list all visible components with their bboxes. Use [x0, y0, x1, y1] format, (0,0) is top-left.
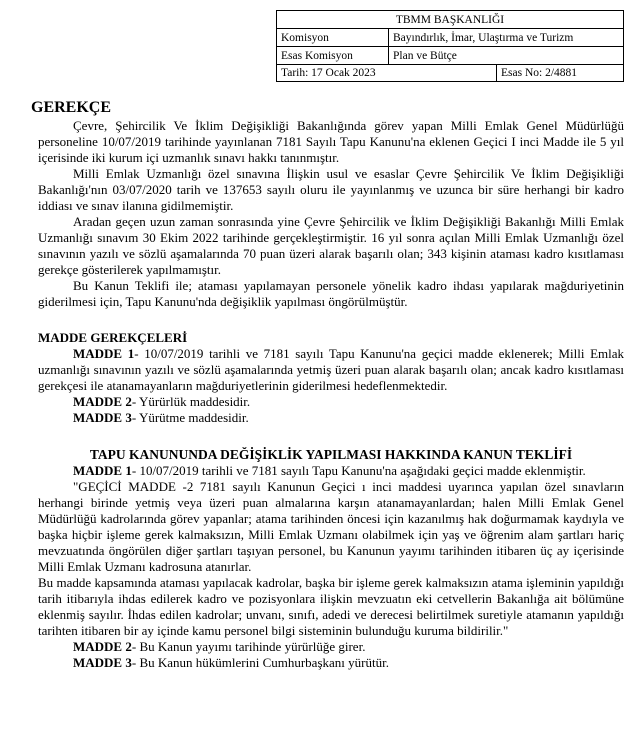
commission-label: Komisyon — [277, 29, 389, 47]
madde-gerekce-1 — [38, 346, 624, 394]
gerekce-heading: GEREKÇE — [31, 99, 112, 116]
madde-text: - 10/07/2019 tarihli ve 7181 sayılı Tapu Kanunu'na aşağıdaki geçici madde eklenmiştir. — [131, 463, 586, 478]
madde-text: - Bu Kanun hükümlerini Cumhurbaşkanı yürütür. — [131, 655, 389, 670]
madde-label: MADDE 3 — [73, 655, 132, 670]
metadata-table — [276, 10, 624, 82]
madde-gerekce-3 — [38, 410, 624, 426]
institution-header: TBMM BAŞKANLIĞI — [277, 11, 624, 29]
main-commission-label: Esas Komisyon — [277, 47, 389, 65]
date-field: Tarih: 17 Ocak 2023 — [277, 65, 497, 81]
kanun-teklifi-title: TAPU KANUNUNDA DEĞİŞİKLİK YAPILMASI HAKKINDA KANUN TEKLİFİ — [89, 447, 573, 462]
gecici-madde-paragraph-1: "GEÇİCİ MADDE -2 7181 sayılı Kanunun Geçici ı inci maddesi uyarınca yapılan özel sınavların herhangi birinde yetmiş veya üzeri puan almalarına karşın atanamayanlardan; halen Milli Emlak Genel Müdürlüğü kadrolarında görev yapanlar; atama tarihinden öncesi için kazanılmış hak doğurmamak kaydıyla ve başka hiçbir işleme gerek kalmaksızın, Milli Emlak Uzmanı olabilmek için yaş ve öğrenim alam şartları hariç mevzuatında öngörülen diğer şartları taşıyan personel, bu Kanunun yayımı tarihinden itibaren üç ay içerisinde Milli Emlak Uzmanı kadrosuna atanırlar. — [38, 479, 624, 574]
madde-text: - Yürürlük maddesidir. — [131, 394, 251, 409]
madde-text: - Bu Kanun yayımı tarihinde yürürlüğe girer. — [131, 639, 366, 654]
madde-label: MADDE 1 — [73, 346, 135, 361]
madde-label: MADDE 2 — [73, 394, 132, 409]
kanun-madde-2 — [38, 639, 624, 655]
gerekce-paragraph-2: Milli Emlak Uzmanlığı özel sınavına İlişkin usul ve esaslar Çevre Şehircilik Ve İklim Değişikliği Bakanlığı'nın 03/07/2020 tarih ve 137653 sayılı oluru ile yayınlanmış ve uzunca bir süre herhangi bir kadro iddiası ve sınav ilanına gidilmemiştir. — [38, 166, 624, 213]
document-body — [31, 99, 624, 671]
madde-gerekceleri-heading: MADDE GEREKÇELERİ — [38, 330, 188, 345]
commission-value: Bayındırlık, İmar, Ulaştırma ve Turizm — [389, 29, 624, 47]
madde-label: MADDE 1 — [73, 463, 132, 478]
date-number-row — [277, 65, 624, 82]
main-commission-value: Plan ve Bütçe — [389, 47, 624, 65]
madde-text: - Yürütme maddesidir. — [131, 410, 249, 425]
gerekce-paragraph-1: Çevre, Şehircilik Ve İklim Değişikliği Bakanlığında görev yapan Milli Emlak Genel Müdürlüğü personeline 10/07/2019 tarihinde yayınlanan 7181 Sayılı Tapu Kanunu'na eklenen Geçici I inci Madde ile 5 yıl içerisinde iki kurum içi uzmanlık sınavı hakkı tanınmıştır. — [38, 118, 624, 165]
esas-number: Esas No: 2/4881 — [501, 67, 578, 79]
gerekce-paragraph-3: Aradan geçen uzun zaman sonrasında yine Çevre Şehircilik ve İklim Değişikliği Bakanlığı Milli Emlak Uzmanlığı sınavım 30 Ekim 2022 tarihinde gerçekleştirmiştir. 16 yıl sonra açılan Milli Emlak Uzmanlığı özel sınavının yazılı ve sözlü aşamalarında 70 puan üzeri alarak başarılı olan; 343 kişinin ataması kadro kısıtlaması gerekçe gösterilerek yapılmamıştır. — [38, 214, 624, 277]
gecici-madde-paragraph-2: Bu madde kapsamında ataması yapılacak kadrolar, başka bir işleme gerek kalmaksızın atama işleminin yapıldığı tarih itibarıyla ihdas edilerek kadro ve pozisyonlara ilişkin mevzuatın eki cetvellerin Bakanlığa ait bölümüne eklenmiş sayılır. İhdas edilen kadrolar; unvanı, sınıfı, adedi ve derecesi belirtilmek suretiyle atamanın yapıldığı tarihten itibaren bir ay içinde kamu personel bilgi sisteminin bulunduğu kuruma bildirilir." — [38, 575, 624, 638]
madde-label: MADDE 2 — [73, 639, 132, 654]
kanun-madde-3 — [38, 655, 624, 671]
madde-label: MADDE 3 — [73, 410, 132, 425]
gerekce-paragraph-4: Bu Kanun Teklifi ile; ataması yapılamayan personele yönelik kadro ihdası yapılarak mağduriyetinin giderilmesi için, Tapu Kanunu'nda değişiklik yapılması öngörülmüştür. — [38, 278, 624, 309]
kanun-madde-1 — [38, 463, 624, 479]
madde-text: - 10/07/2019 tarihli ve 7181 sayılı Tapu Kanunu'na geçici madde eklenerek; Milli Emlak uzmanlığı sınavının yazılı ve sözlü aşamalarında yetmiş üzeri puan alarak başarılı olan; ancak kadro kısıtlaması gerekçesi ile atanamayanların mağduriyetlerinin giderilmesi hedeflenmektedir. — [38, 346, 624, 393]
madde-gerekce-2 — [38, 394, 624, 410]
